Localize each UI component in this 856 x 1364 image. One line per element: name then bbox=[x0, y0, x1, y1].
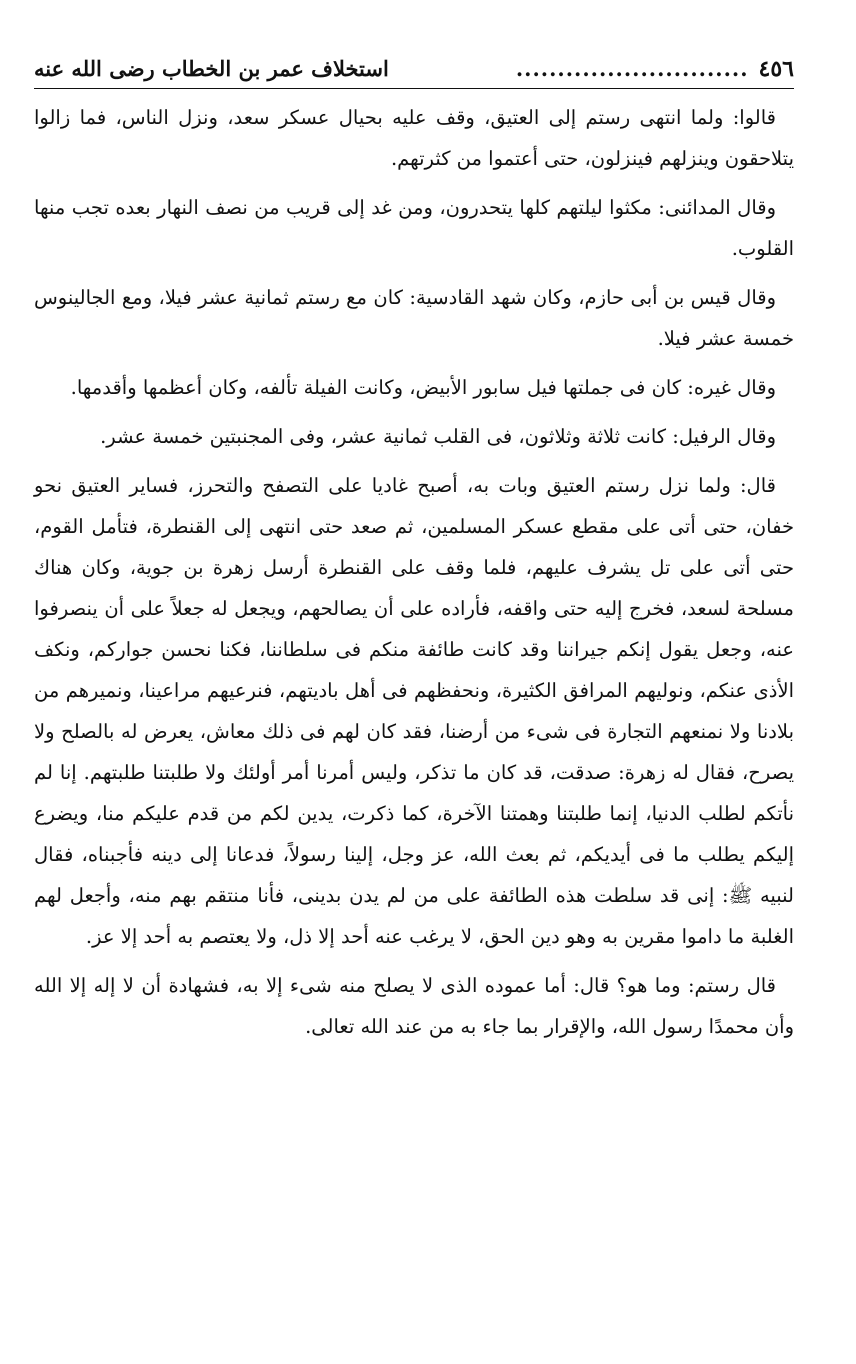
book-page bbox=[34, 52, 794, 1047]
dot-leader: ............................ bbox=[515, 56, 749, 81]
paragraph: قال: ولما نزل رستم العتيق وبات به، أصبح غاديا على التصفح والتحرز، فساير العتيق نحو خفان، حتى أتى على مقطع عسكر المسلمين، ثم صعد حتى انتهى إلى القنطرة، فتأمل القوم، حتى أتى على تل يشرف عليهم، فلما وقف على القنطرة أرسل زهرة بن جوية، وكان هناك مسلحة لسعد، فخرج إليه حتى واقفه، فأراده على أن يصالحهم، ويجعل له جعلاً على أن ينصرفوا عنه، وجعل يقول إنكم جيراننا وقد كانت طائفة منكم فى سلطاننا، فكنا نحسن جواركم، ونكف الأذى عنكم، ونوليهم المرافق الكثيرة، ونحفظهم فى أهل باديتهم، فنرعيهم مراعينا، ونميرهم من بلادنا ولا نمنعهم التجارة فى شىء من أرضنا، فقد كان لهم فى ذلك معاش، يعرض له بالصلح ولا يصرح، فقال له زهرة: صدقت، قد كان ما تذكر، وليس أمرنا أمر أولئك ولا طلبتنا طلبتهم. إنا لم نأتكم لطلب الدنيا، إنما طلبتنا وهمتنا الآخرة، كما ذكرت، يدين لكم من قدم عليكم منا، ويضرع إليكم يطلب ما فى أيديكم، ثم بعث الله، عز وجل، إلينا رسولاً، فدعانا إلى دينه فأجبناه، فقال لنبيه ﷺ: إنى قد سلطت هذه الطائفة على من لم يدن بدينى، فأنا منتقم بهم منه، وأجعل لهم الغلبة ما داموا مقرين به وهو دين الحق، لا يرغب عنه أحد إلا ذل، ولا يعتصم به أحد إلا عز. bbox=[34, 474, 794, 948]
running-header bbox=[34, 52, 794, 89]
paragraph: وقال قيس بن أبى حازم، وكان شهد القادسية: كان مع رستم ثمانية عشر فيلا، ومع الجالينوس خمسة عشر فيلا. bbox=[34, 286, 794, 350]
page-number: ٤٥٦ bbox=[758, 56, 794, 82]
paragraph: قالوا: ولما انتهى رستم إلى العتيق، وقف عليه بحيال عسكر سعد، ونزل الناس، فما زالوا يتلاحقون وينزلهم فينزلون، حتى أعتموا من كثرتهم. bbox=[34, 106, 794, 170]
paragraph: وقال المدائنى: مكثوا ليلتهم كلها يتحدرون، ومن غد إلى قريب من نصف النهار بعده تجب منها القلوب. bbox=[34, 196, 794, 260]
running-title: استخلاف عمر بن الخطاب رضى الله عنه bbox=[34, 56, 389, 81]
header-right-group bbox=[516, 52, 794, 86]
paragraph: وقال غيره: كان فى جملتها فيل سابور الأبيض، وكانت الفيلة تألفه، وكان أعظمها وأقدمها. bbox=[70, 376, 776, 399]
paragraph: قال رستم: وما هو؟ قال: أما عموده الذى لا يصلح منه شىء إلا به، فشهادة أن لا إله إلا الله وأن محمدًا رسول الله، والإقرار بما جاء به من عند الله تعالى. bbox=[34, 974, 794, 1038]
paragraph: وقال الرفيل: كانت ثلاثة وثلاثون، فى القلب ثمانية عشر، وفى المجنبتين خمسة عشر. bbox=[100, 425, 776, 448]
page-body bbox=[34, 97, 794, 1047]
